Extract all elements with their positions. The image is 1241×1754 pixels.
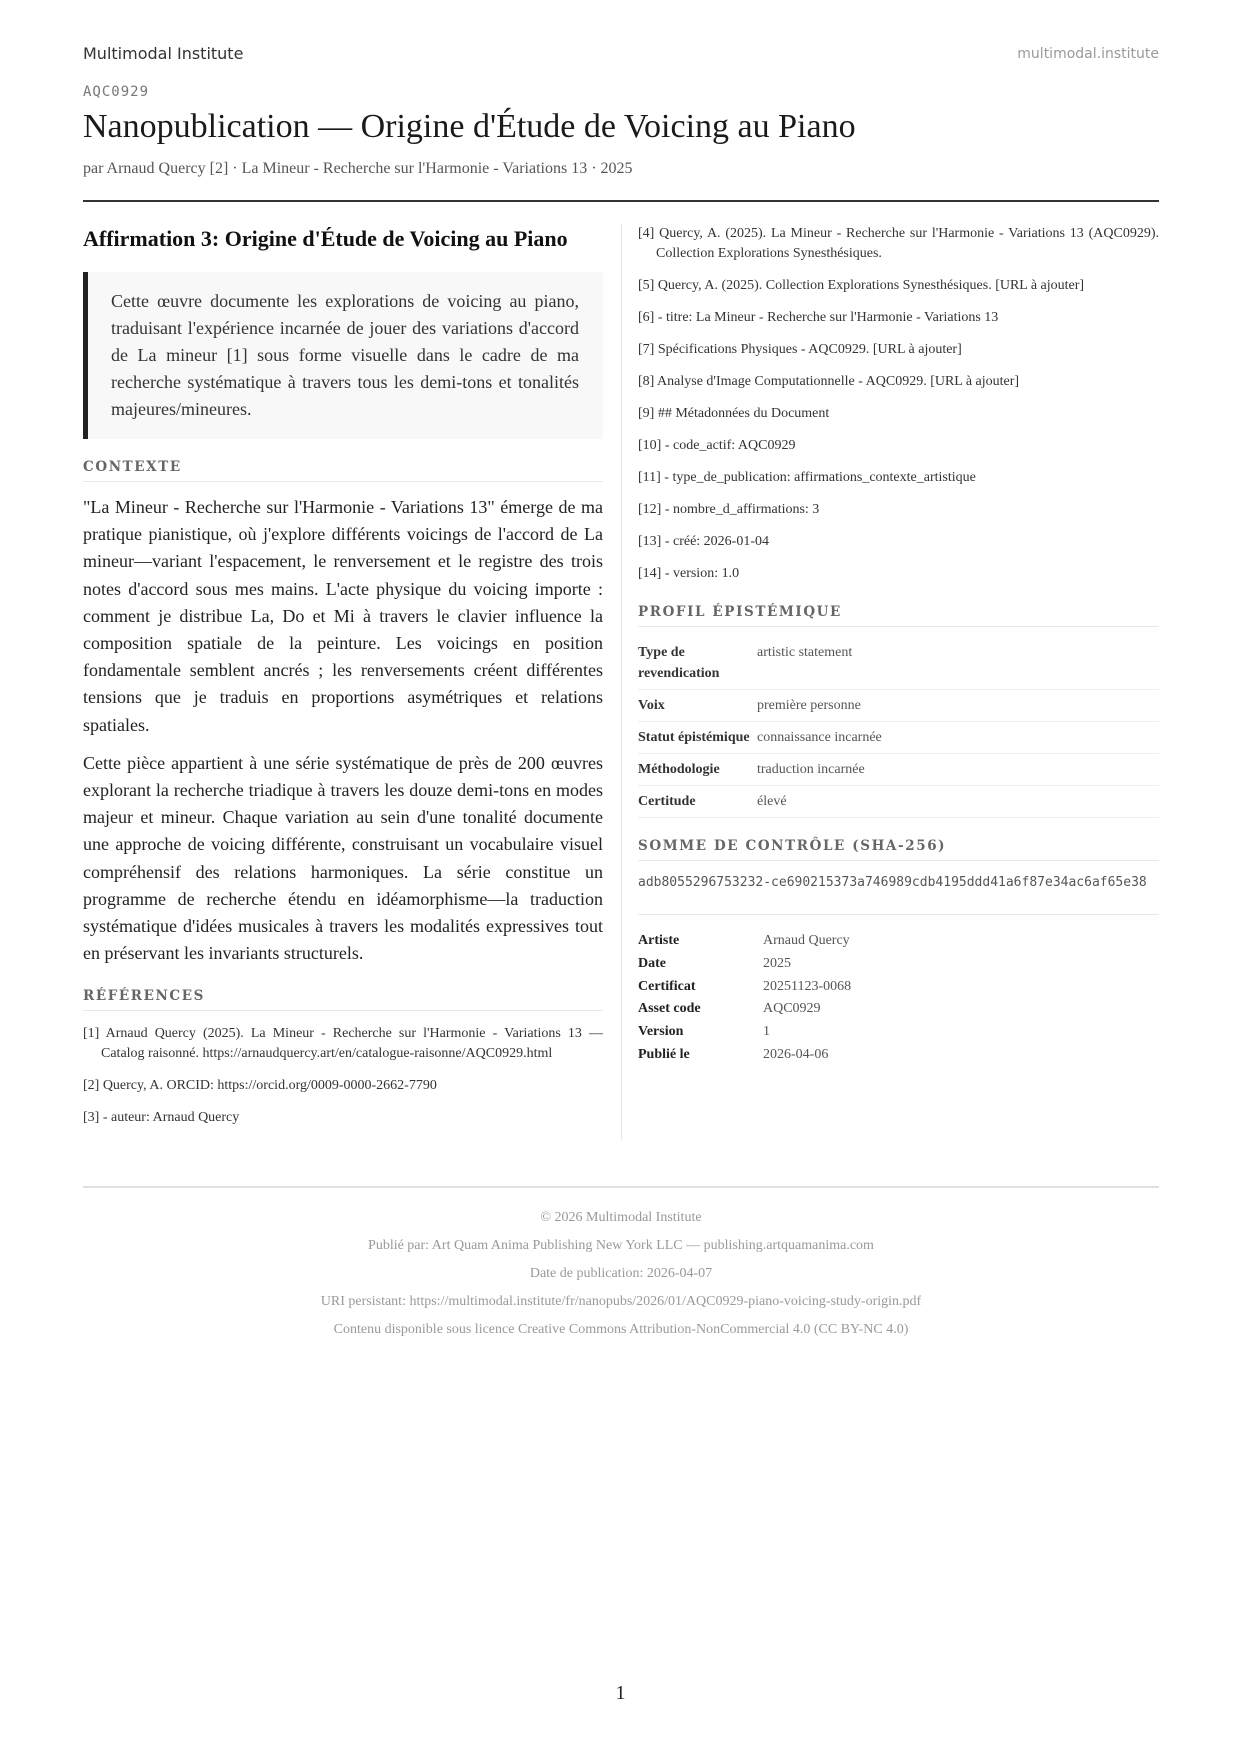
profile-key: Type de revendication	[638, 637, 757, 690]
reference-2[interactable]: [2] Quercy, A. ORCID: https://orcid.org/0009-0000-2662-7790	[83, 1078, 437, 1094]
page-title: Nanopublication — Origine d'Étude de Voicing au Piano	[83, 108, 856, 145]
reference-11: [11] - type_de_publication: affirmations_contexte_artistique	[638, 470, 976, 485]
site-name[interactable]: multimodal.institute	[1017, 46, 1159, 62]
right-column-content	[638, 224, 1159, 1067]
reference-3: [3] - auteur: Arnaud Quercy	[83, 1110, 240, 1126]
context-paragraph-2: Cette pièce appartient à une série systématique de près de 200 œuvres explorant la recherche triadique à travers les douze demi-tons en modes majeur et mineur. Chaque variation au sein d'une tonalité documente une approche de voicing différente, construisant un vocabulaire visuel compréhensif des relations harmoniques. La série constitue un programme de recherche étendu en idéamorphisme—la traduction systématique d'idées musicales à travers les modalités expressives tout en préservant les invariants structurels.	[83, 752, 603, 964]
profile-key: Méthodologie	[638, 754, 757, 786]
left-column	[83, 224, 603, 1128]
meta-value: 2025	[763, 955, 791, 971]
asset-code: AQC0929	[83, 84, 150, 100]
footer-persistent-uri[interactable]: URI persistant: https://multimodal.institute/fr/nanopubs/2026/01/AQC0929-piano-voicing-study-origin.pdf	[320, 1294, 922, 1309]
meta-value: 20251123-0068	[763, 978, 852, 994]
checksum-value: adb8055296753232-ce690215373a746989cdb4195ddd41a6f87e34ac6af65e38	[638, 873, 1159, 915]
profile-key: Statut épistémique	[638, 722, 757, 754]
reference-5: [5] Quercy, A. (2025). Collection Explorations Synesthésiques. [URL à ajouter]	[638, 278, 1085, 293]
footer-license: Contenu disponible sous licence Creative Commons Attribution-NonCommercial 4.0 (CC BY-NC 4.0)	[333, 1322, 909, 1337]
profile-table	[638, 637, 1159, 818]
reference-8: [8] Analyse d'Image Computationnelle - AQC0929. [URL à ajouter]	[638, 374, 1020, 389]
meta-value: 1	[763, 1024, 770, 1040]
profile-value: connaissance incarnée	[757, 722, 1159, 754]
profile-value: première personne	[757, 690, 1159, 722]
reference-10: [10] - code_actif: AQC0929	[638, 438, 796, 453]
reference-4: [4] Quercy, A. (2025). La Mineur - Recherche sur l'Harmonie - Variations 13 (AQC0929). Collection Explorations Synesthésiques.	[638, 226, 1159, 261]
institute-name: Multimodal Institute	[83, 44, 244, 63]
right-column	[621, 224, 1160, 1140]
reference-6: [6] - titre: La Mineur - Recherche sur l'Harmonie - Variations 13	[638, 310, 999, 325]
meta-value: 2026-04-06	[763, 1046, 829, 1062]
claim-title: Affirmation 3: Origine d'Étude de Voicing au Piano	[83, 226, 568, 251]
meta-value: AQC0929	[763, 1001, 821, 1017]
checksum-heading: SOMME DE CONTRÔLE (SHA-256)	[638, 838, 1159, 861]
byline: par Arnaud Quercy [2] · La Mineur - Recherche sur l'Harmonie - Variations 13 · 2025	[83, 160, 633, 177]
reference-14: [14] - version: 1.0	[638, 566, 740, 581]
profile-value: artistic statement	[757, 637, 1159, 690]
table-row	[638, 754, 1159, 786]
table-row	[638, 930, 1159, 953]
reference-12: [12] - nombre_d_affirmations: 3	[638, 502, 820, 517]
meta-key: Artiste	[638, 933, 680, 948]
table-row	[638, 722, 1159, 754]
page-footer	[83, 1186, 1159, 1344]
meta-key: Asset code	[638, 1001, 701, 1017]
reference-9: [9] ## Métadonnées du Document	[638, 406, 830, 421]
page-number: 1	[615, 1682, 626, 1704]
table-row	[638, 786, 1159, 818]
footer-publisher[interactable]: Publié par: Art Quam Anima Publishing New York LLC — publishing.artquamanima.com	[368, 1238, 874, 1253]
profile-key: Voix	[638, 690, 757, 722]
top-bar	[83, 44, 1159, 70]
table-row	[638, 976, 1159, 999]
table-row	[638, 953, 1159, 976]
meta-key: Date	[638, 955, 666, 971]
context-heading: CONTEXTE	[83, 459, 603, 482]
table-row	[638, 1021, 1159, 1044]
footer-copyright: © 2026 Multimodal Institute	[540, 1210, 702, 1225]
meta-key: Version	[638, 1024, 684, 1040]
meta-value: Arnaud Quercy	[763, 933, 850, 948]
metadata-table	[638, 930, 1159, 1067]
references-heading: RÉFÉRENCES	[83, 988, 603, 1011]
reference-13: [13] - créé: 2026-01-04	[638, 534, 770, 549]
meta-key: Publié le	[638, 1046, 690, 1062]
profile-key: Certitude	[638, 786, 757, 818]
header-divider	[83, 200, 1159, 202]
profile-heading: PROFIL ÉPISTÉMIQUE	[638, 604, 1159, 627]
reference-7: [7] Spécifications Physiques - AQC0929. [URL à ajouter]	[638, 342, 962, 357]
table-row	[638, 690, 1159, 722]
context-paragraph-1: "La Mineur - Recherche sur l'Harmonie - Variations 13" émerge de ma pratique pianistique, où j'explore différents voicings de l'accord de La mineur—variant l'espacement, le renversement et le registre des trois notes d'accord sous mes mains. L'acte physique du voicing importe : comment je distribue La, Do et Mi à travers le clavier influence la composition spatiale de la peinture. Les voicings en position fondamentale semblent ancrés ; les renversements créent différentes tensions que je traduis en proportions asymétriques et relations spatiales.	[83, 497, 603, 735]
claim-quote: Cette œuvre documente les explorations de voicing au piano, traduisant l'expérience incarnée de jouer des variations d'accord de La mineur [1] sous forme visuelle dans le cadre de ma recherche systématique à travers tous les demi-tons et tonalités majeures/mineures.	[83, 272, 603, 439]
profile-value: traduction incarnée	[757, 754, 1159, 786]
reference-1[interactable]: [1] Arnaud Quercy (2025). La Mineur - Recherche sur l'Harmonie - Variations 13 — Catalog raisonné. https://arnaudquercy.art/en/catalogue-raisonne/AQC0929.html	[83, 1026, 603, 1062]
table-row	[638, 1044, 1159, 1067]
profile-value: élevé	[757, 786, 1159, 818]
table-row	[638, 998, 1159, 1021]
table-row	[638, 637, 1159, 690]
footer-publication-date: Date de publication: 2026-04-07	[529, 1266, 713, 1281]
meta-key: Certificat	[638, 978, 696, 994]
